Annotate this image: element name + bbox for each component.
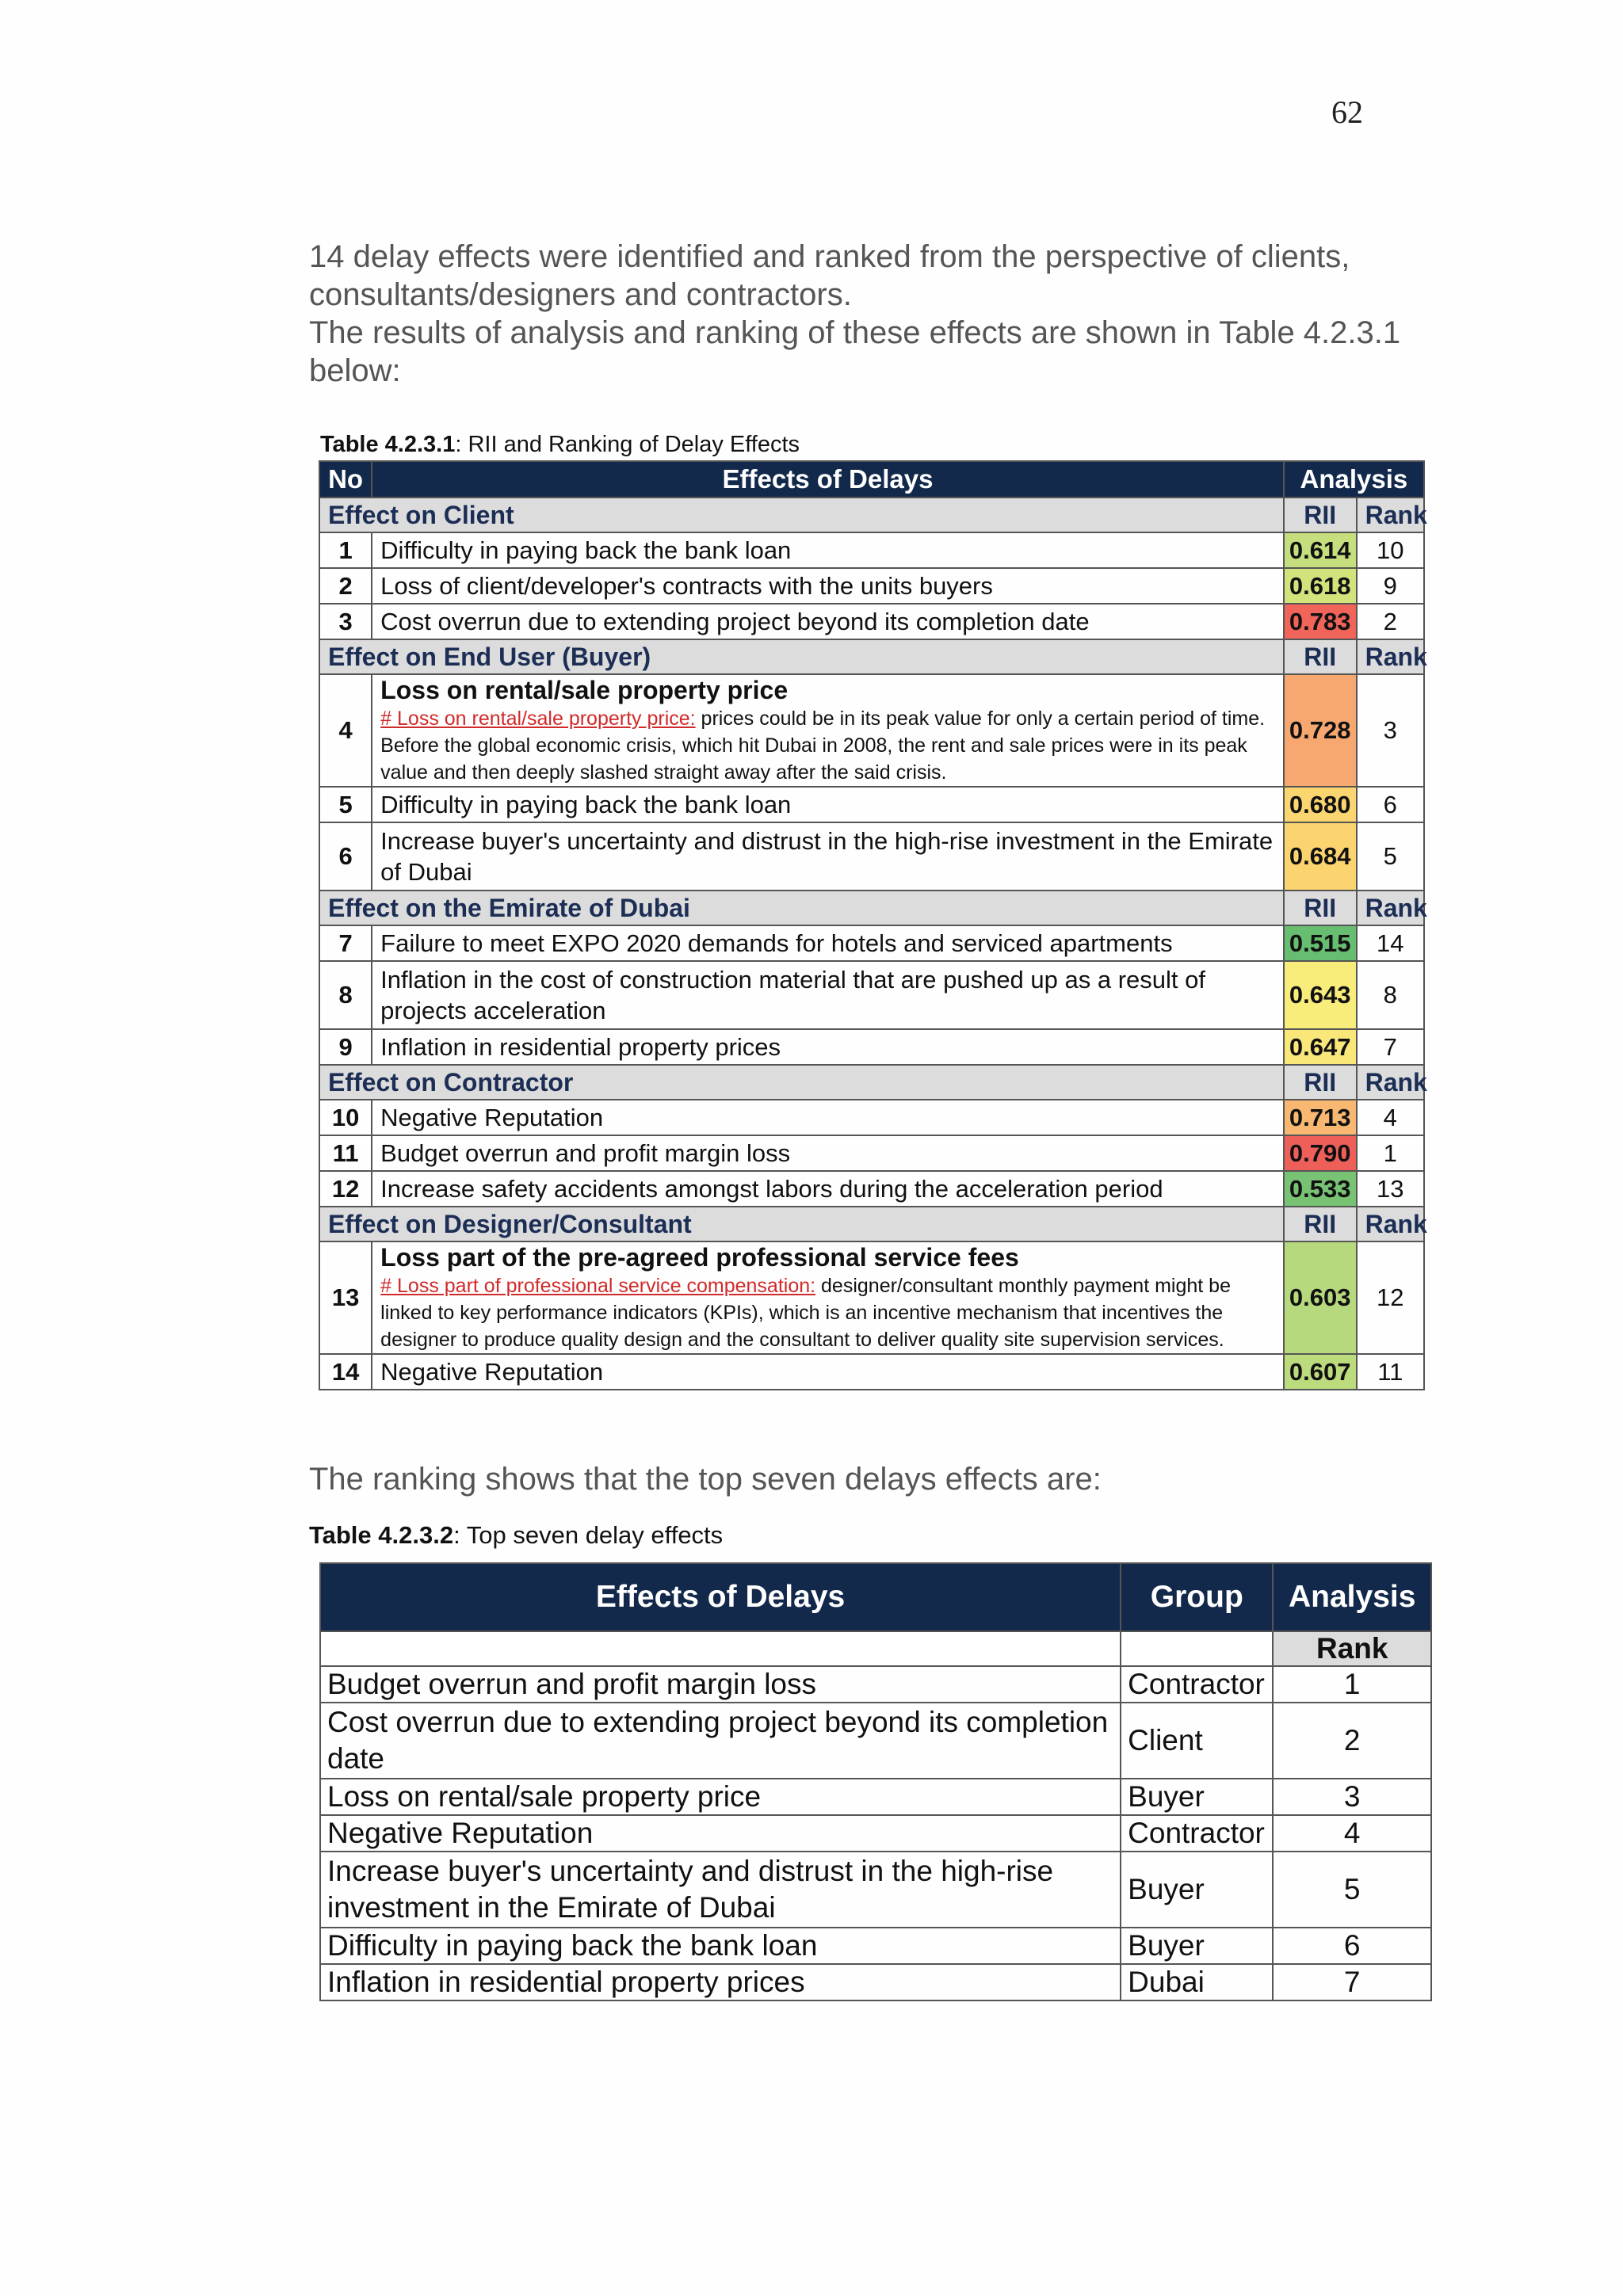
group-header-row	[319, 1065, 1424, 1100]
note-label: # Loss part of professional service compensation:	[380, 1275, 816, 1297]
group-label: Effect on the Emirate of Dubai	[319, 891, 1284, 925]
table-row	[319, 1029, 1424, 1065]
table-row	[319, 674, 1424, 787]
rank-cell: 1	[1273, 1666, 1431, 1703]
table-row	[319, 1100, 1424, 1135]
rii-label: RII	[1284, 639, 1357, 674]
table1-caption	[320, 432, 800, 458]
rank-value: 11	[1357, 1354, 1424, 1390]
effect-cell	[372, 1241, 1284, 1354]
rii-value: 0.618	[1284, 568, 1357, 604]
row-number: 11	[319, 1135, 372, 1171]
effect-cell: Loss of client/developer's contracts with the units buyers	[372, 568, 1284, 604]
effect-cell: Negative Reputation	[320, 1815, 1121, 1852]
table-row	[319, 568, 1424, 604]
table-row	[320, 1779, 1431, 1815]
rank-cell: 4	[1273, 1815, 1431, 1852]
effect-cell: Increase buyer's uncertainty and distrust in the high-rise investment in the Emirate of Dubai	[320, 1852, 1121, 1928]
rii-value: 0.603	[1284, 1241, 1357, 1354]
rank-value: 10	[1357, 532, 1424, 568]
rii-value: 0.614	[1284, 532, 1357, 568]
ranking-paragraph: The ranking shows that the top seven delays effects are:	[309, 1462, 1102, 1497]
table1-caption-number: Table 4.2.3.1	[320, 432, 456, 457]
rank-value: 7	[1357, 1029, 1424, 1065]
t2-subheader-row	[320, 1631, 1431, 1666]
table-row	[319, 787, 1424, 822]
table2-caption-number: Table 4.2.3.2	[309, 1521, 454, 1549]
note-text: designer/consultant monthly payment might be linked to key performance indicators (KPIs), which is an incentive mechanism that incentives the designer to produce quality design and the consultant to deliver quality site supervision services.	[380, 1275, 1231, 1351]
row-number: 5	[319, 787, 372, 822]
group-cell: Buyer	[1121, 1779, 1273, 1815]
row-number: 2	[319, 568, 372, 604]
header-no: No	[319, 461, 372, 498]
rii-value: 0.680	[1284, 787, 1357, 822]
rii-value: 0.790	[1284, 1135, 1357, 1171]
rii-label: RII	[1284, 498, 1357, 532]
rank-value: 14	[1357, 925, 1424, 961]
rii-value: 0.783	[1284, 604, 1357, 639]
group-label: Effect on Contractor	[319, 1065, 1284, 1100]
effect-cell: Negative Reputation	[372, 1100, 1284, 1135]
row-number: 9	[319, 1029, 372, 1065]
effect-title: Loss part of the pre-agreed professional service fees	[380, 1243, 1019, 1272]
t2-header-analysis: Analysis	[1273, 1563, 1431, 1631]
row-number: 8	[319, 961, 372, 1029]
rank-value: 8	[1357, 961, 1424, 1029]
rank-value: 2	[1357, 604, 1424, 639]
effect-cell: Budget overrun and profit margin loss	[320, 1666, 1121, 1703]
effect-cell: Failure to meet EXPO 2020 demands for hotels and serviced apartments	[372, 925, 1284, 961]
rank-label: Rank	[1357, 1065, 1424, 1100]
page-number: 62	[1331, 94, 1363, 130]
effect-cell: Inflation in residential property prices	[320, 1964, 1121, 2000]
table-row	[320, 1815, 1431, 1852]
table1-caption-text: : RII and Ranking of Delay Effects	[455, 432, 800, 457]
row-number: 6	[319, 822, 372, 891]
rank-label: Rank	[1357, 891, 1424, 925]
rii-label: RII	[1284, 1065, 1357, 1100]
rank-value: 4	[1357, 1100, 1424, 1135]
effect-cell: Increase safety accidents amongst labors during the acceleration period	[372, 1171, 1284, 1207]
table2-caption-text: : Top seven delay effects	[453, 1521, 724, 1549]
row-number: 10	[319, 1100, 372, 1135]
table-row	[320, 1666, 1431, 1703]
table-row	[320, 1852, 1431, 1928]
group-label: Effect on Client	[319, 498, 1284, 532]
rank-value: 3	[1357, 674, 1424, 787]
rank-label: Rank	[1357, 639, 1424, 674]
rank-cell: 6	[1273, 1928, 1431, 1964]
rank-label: Rank	[1357, 1207, 1424, 1241]
rank-value: 5	[1357, 822, 1424, 891]
rank-cell: 3	[1273, 1779, 1431, 1815]
effect-cell	[372, 674, 1284, 787]
table-row	[319, 822, 1424, 891]
table-row	[319, 1135, 1424, 1171]
rii-value: 0.647	[1284, 1029, 1357, 1065]
rank-value: 9	[1357, 568, 1424, 604]
header-analysis: Analysis	[1284, 461, 1424, 498]
group-cell: Client	[1121, 1703, 1273, 1779]
table-row	[319, 961, 1424, 1029]
rank-value: 6	[1357, 787, 1424, 822]
row-number: 14	[319, 1354, 372, 1390]
table-row	[320, 1703, 1431, 1779]
rank-value: 12	[1357, 1241, 1424, 1354]
rank-cell: 5	[1273, 1852, 1431, 1928]
rii-value: 0.607	[1284, 1354, 1357, 1390]
t2-subheader-blank-group	[1121, 1631, 1273, 1666]
intro-line-1: 14 delay effects were identified and ranked from the perspective of clients, consultants/designers and contractors.	[309, 239, 1350, 312]
rank-cell: 2	[1273, 1703, 1431, 1779]
group-cell: Buyer	[1121, 1928, 1273, 1964]
rii-value: 0.533	[1284, 1171, 1357, 1207]
group-label: Effect on Designer/Consultant	[319, 1207, 1284, 1241]
intro-line-2: The results of analysis and ranking of these effects are shown in Table 4.2.3.1 below:	[309, 315, 1401, 388]
effect-note	[380, 1272, 1275, 1353]
group-header-row	[319, 639, 1424, 674]
table-row	[320, 1964, 1431, 2000]
effect-cell: Budget overrun and profit margin loss	[372, 1135, 1284, 1171]
rii-label: RII	[1284, 891, 1357, 925]
note-text: prices could be in its peak value for only a certain period of time. Before the global economic crisis, which hit Dubai in 2008, the rent and sale prices were in its peak value and then deeply slashed straight away after the said crisis.	[380, 707, 1266, 784]
row-number: 13	[319, 1241, 372, 1354]
effect-cell: Difficulty in paying back the bank loan	[320, 1928, 1121, 1964]
effect-title: Loss on rental/sale property price	[380, 676, 789, 704]
rank-label: Rank	[1357, 498, 1424, 532]
table2-body	[320, 1631, 1431, 2000]
effect-cell: Increase buyer's uncertainty and distrust in the high-rise investment in the Emirate of Dubai	[372, 822, 1284, 891]
rank-value: 1	[1357, 1135, 1424, 1171]
effect-cell: Difficulty in paying back the bank loan	[372, 787, 1284, 822]
rii-value: 0.515	[1284, 925, 1357, 961]
rii-value: 0.643	[1284, 961, 1357, 1029]
note-label: # Loss on rental/sale property price:	[380, 707, 696, 730]
table1-body	[319, 498, 1427, 1390]
row-number: 4	[319, 674, 372, 787]
table-row	[319, 1241, 1424, 1354]
group-header-row	[319, 1207, 1424, 1241]
effect-cell: Inflation in residential property prices	[372, 1029, 1284, 1065]
row-number: 1	[319, 532, 372, 568]
table-row	[320, 1928, 1431, 1964]
row-number: 12	[319, 1171, 372, 1207]
table1-header-row	[319, 461, 1424, 498]
header-effects: Effects of Delays	[372, 461, 1284, 498]
effect-cell: Cost overrun due to extending project beyond its completion date	[320, 1703, 1121, 1779]
t2-subheader-blank-effects	[320, 1631, 1121, 1666]
rii-label: RII	[1284, 1207, 1357, 1241]
rank-cell: 7	[1273, 1964, 1431, 2000]
effect-cell: Loss on rental/sale property price	[320, 1779, 1121, 1815]
table2-header-row	[320, 1563, 1431, 1631]
table-row	[319, 925, 1424, 961]
effect-cell: Negative Reputation	[372, 1354, 1284, 1390]
table-row	[319, 604, 1424, 639]
t2-header-group: Group	[1121, 1563, 1273, 1631]
effect-cell: Inflation in the cost of construction material that are pushed up as a result of projects acceleration	[372, 961, 1284, 1029]
group-label: Effect on End User (Buyer)	[319, 639, 1284, 674]
effect-cell: Difficulty in paying back the bank loan	[372, 532, 1284, 568]
rii-value: 0.713	[1284, 1100, 1357, 1135]
group-cell: Buyer	[1121, 1852, 1273, 1928]
table-row	[319, 1171, 1424, 1207]
group-cell: Contractor	[1121, 1666, 1273, 1703]
table2-caption	[309, 1521, 723, 1550]
t2-header-effects: Effects of Delays	[320, 1563, 1121, 1631]
row-number: 3	[319, 604, 372, 639]
intro-paragraph	[309, 238, 1434, 390]
table-row	[319, 1354, 1424, 1390]
effect-note	[380, 705, 1275, 786]
top-seven-table	[319, 1562, 1432, 2001]
table-row	[319, 532, 1424, 568]
rii-value: 0.684	[1284, 822, 1357, 891]
rank-value: 13	[1357, 1171, 1424, 1207]
group-cell: Contractor	[1121, 1815, 1273, 1852]
group-header-row	[319, 498, 1424, 532]
t2-subheader-rank: Rank	[1273, 1631, 1431, 1666]
group-header-row	[319, 891, 1424, 925]
row-number: 7	[319, 925, 372, 961]
rii-value: 0.728	[1284, 674, 1357, 787]
group-cell: Dubai	[1121, 1964, 1273, 2000]
rii-ranking-table	[319, 460, 1425, 1390]
effect-cell: Cost overrun due to extending project beyond its completion date	[372, 604, 1284, 639]
